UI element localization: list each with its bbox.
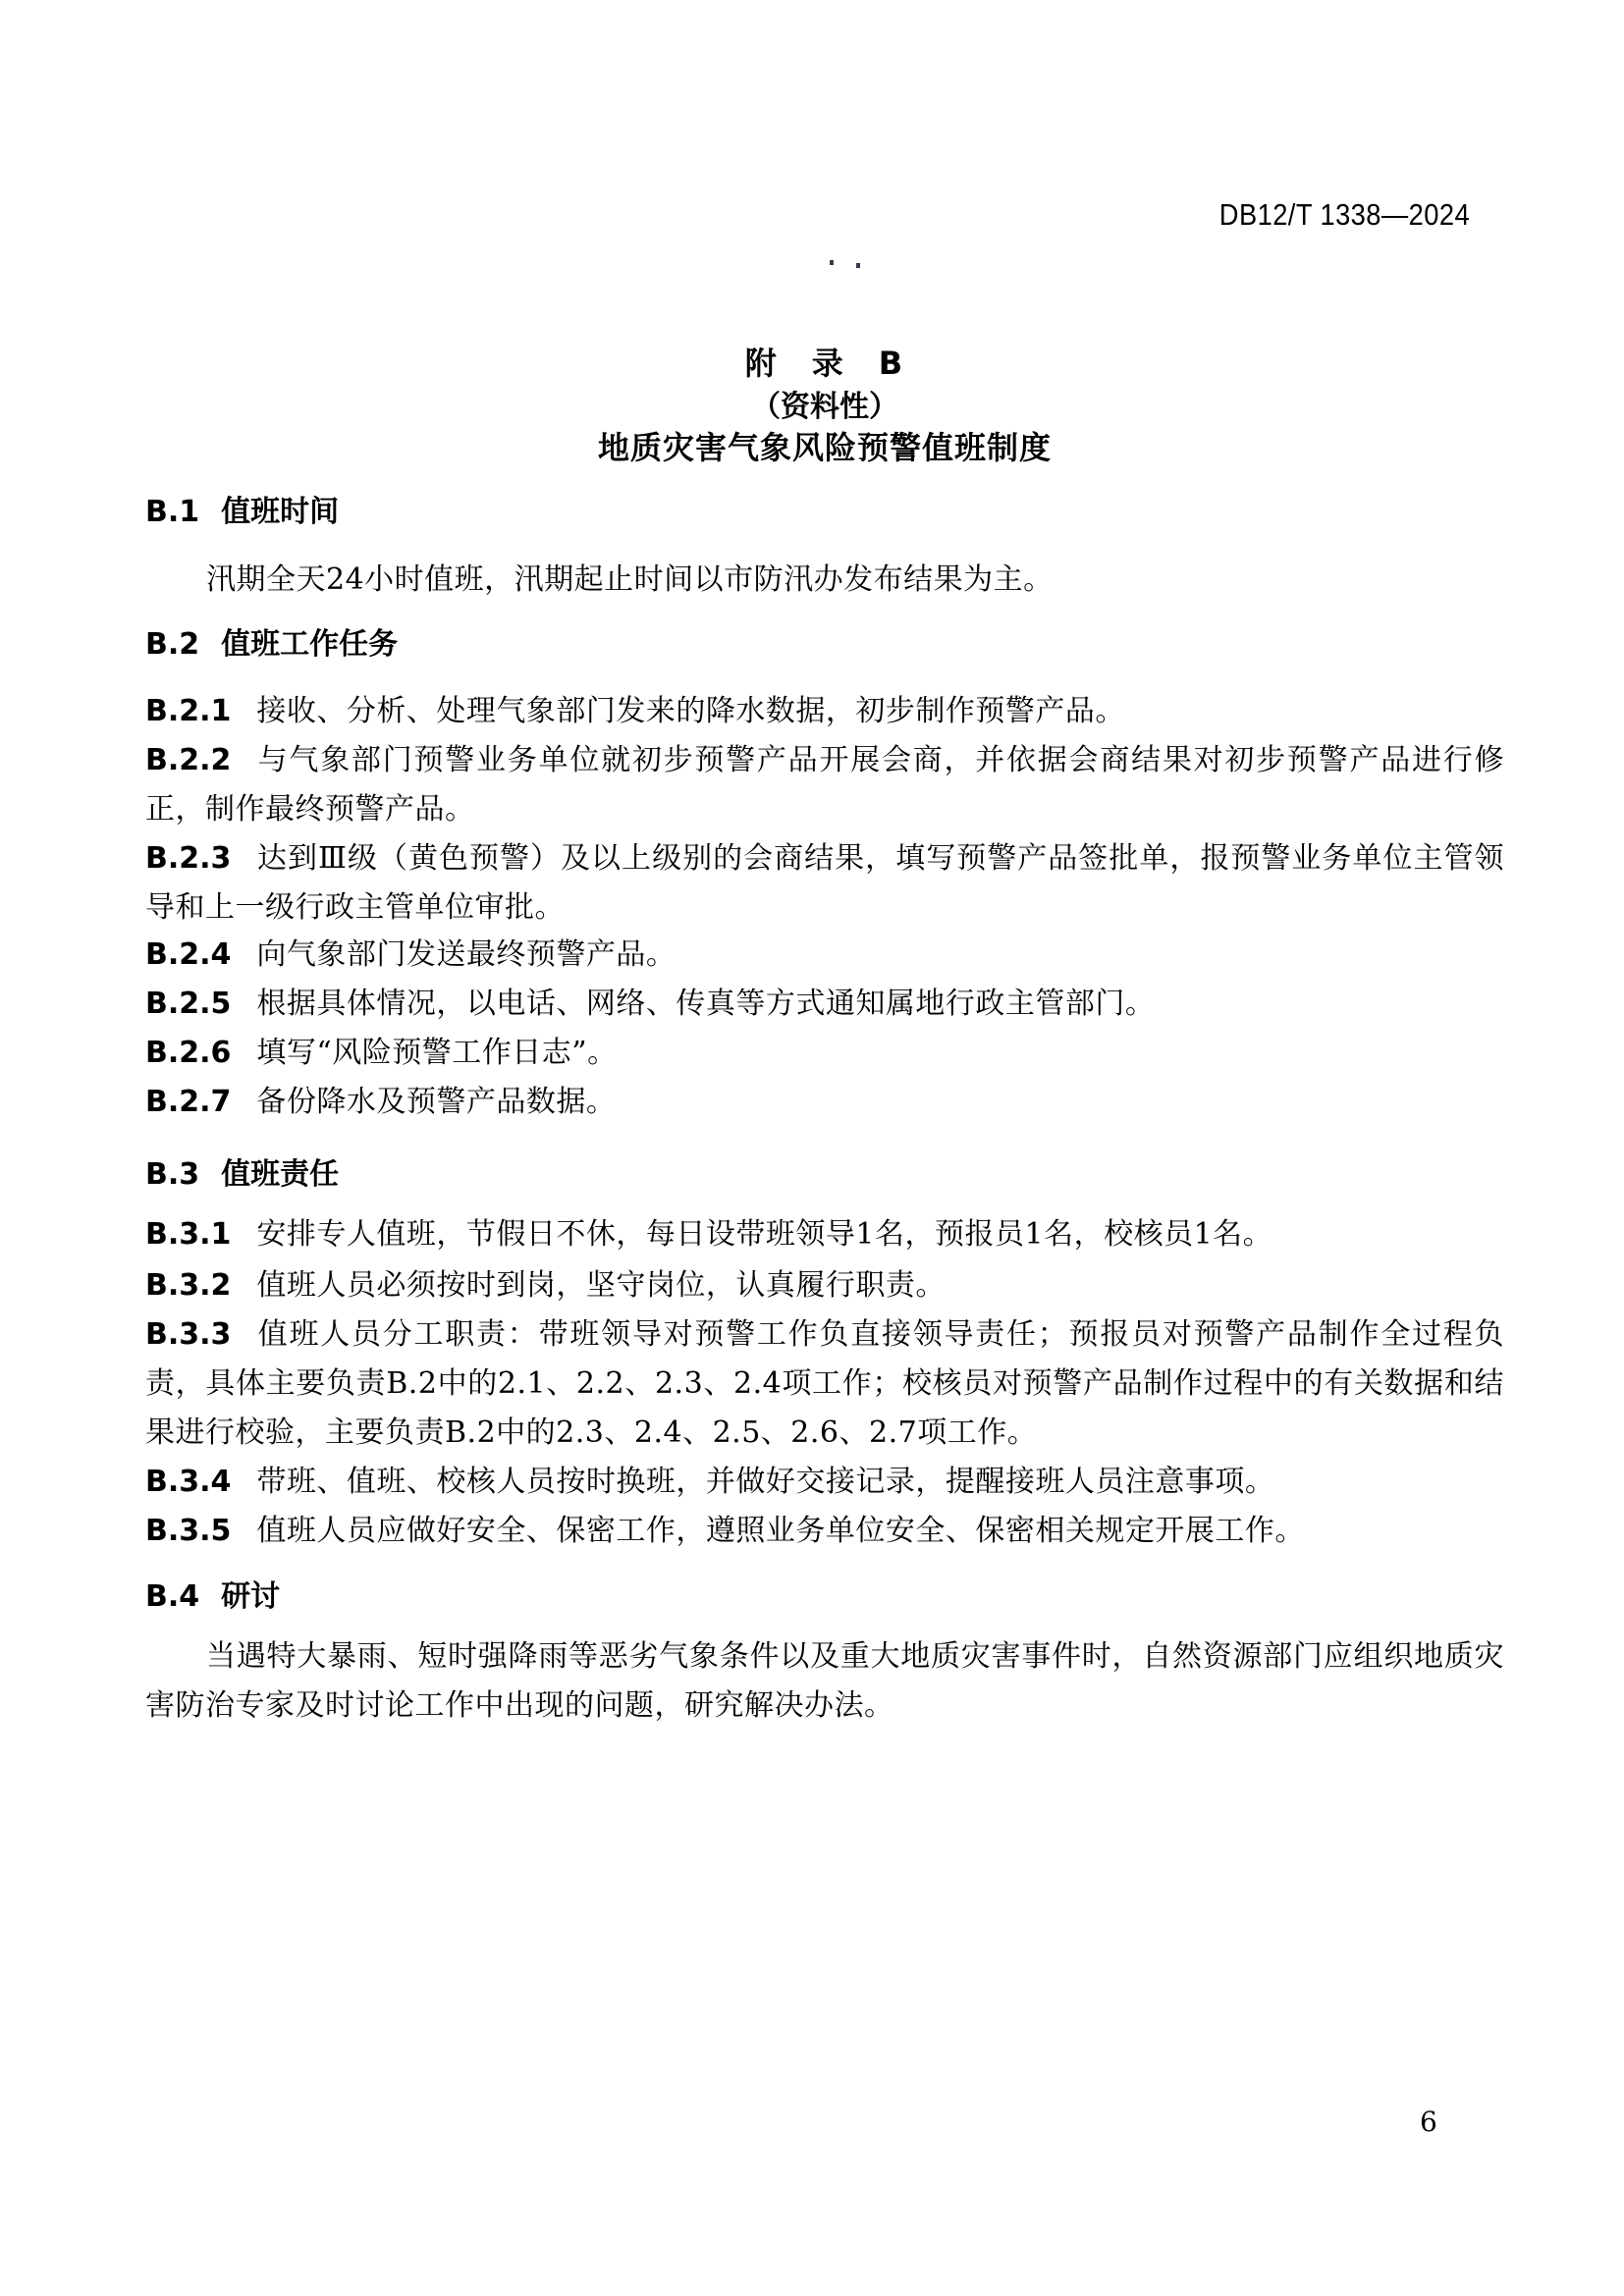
section-number: B.3 <box>145 1157 200 1192</box>
clause-number: B.2.3 <box>145 841 232 876</box>
clause-text: 值班人员应做好安全、保密工作，遵照业务单位安全、保密相关规定开展工作。 <box>256 1514 1305 1548</box>
appendix-title: 附 录 B <box>744 345 905 382</box>
clause-number: B.2.5 <box>145 987 232 1021</box>
clause-b32 <box>145 1261 1504 1310</box>
clause-text: 与气象部门预警业务单位就初步预警产品开展会商，并依据会商结果对初步预警产品进行修正，制作最终预警产品。 <box>145 743 1504 827</box>
clause-number: B.3.4 <box>145 1465 232 1499</box>
clause-text: 向气象部门发送最终预警产品。 <box>256 937 677 972</box>
page-number: 6 <box>1420 2106 1437 2138</box>
clause-number: B.3.2 <box>145 1268 232 1303</box>
clause-text: 根据具体情况，以电话、网络、传真等方式通知属地行政主管部门。 <box>256 987 1156 1021</box>
clause-b25 <box>145 980 1504 1029</box>
clause-b23 <box>145 834 1504 933</box>
appendix-classification: （资料性） <box>751 390 898 424</box>
clause-number: B.2.4 <box>145 937 232 972</box>
clause-text: 值班人员必须按时到岗，坚守岗位，认真履行职责。 <box>256 1268 946 1303</box>
clause-b34 <box>145 1458 1504 1507</box>
doc-number: DB12/T 1338—2024 <box>1218 197 1470 232</box>
clause-text: 填写“风险预警工作日志”。 <box>256 1036 618 1070</box>
section-heading-text: 值班责任 <box>221 1157 340 1192</box>
clause-text: 备份降水及预警产品数据。 <box>256 1085 617 1119</box>
paragraph-b1: 汛期全天24小时值班，汛期起止时间以市防汛办发布结果为主。 <box>206 562 1054 597</box>
section-number: B.4 <box>145 1579 200 1614</box>
section-heading-text: 值班工作任务 <box>221 627 399 662</box>
section-heading-b2 <box>145 627 1504 663</box>
clause-b27 <box>145 1078 1504 1127</box>
clause-text: 达到Ⅲ级（黄色预警）及以上级别的会商结果，填写预警产品签批单，报预警业务单位主管领导和上一级行政主管单位审批。 <box>145 841 1504 925</box>
section-heading-text: 研讨 <box>221 1579 281 1614</box>
clause-text: 值班人员分工职责：带班领导对预警工作负直接领导责任；预报员对预警产品制作全过程负责，具体主要负责B.2中的2.1、2.2、2.3、2.4项工作；校核员对预警产品制作过程中的有关数据和结果进行校验，主要负责B.2中的2.3、2.4、2.5、2.6、2.7项工作。 <box>145 1317 1504 1450</box>
clause-b26 <box>145 1029 1504 1078</box>
section-heading-b4 <box>145 1579 1504 1615</box>
section-heading-text: 值班时间 <box>221 495 340 529</box>
clause-number: B.3.5 <box>145 1514 232 1548</box>
clause-b33 <box>145 1310 1504 1458</box>
clause-b35 <box>145 1507 1504 1556</box>
clause-number: B.2.2 <box>145 743 232 777</box>
clause-number: B.3.1 <box>145 1217 232 1252</box>
clause-number: B.3.3 <box>145 1317 232 1352</box>
scan-artifact-dot <box>856 263 860 268</box>
clause-b21 <box>145 687 1504 736</box>
clause-text: 安排专人值班，节假日不休，每日设带班领导1名，预报员1名，校核员1名。 <box>256 1217 1273 1252</box>
clause-number: B.2.7 <box>145 1085 232 1119</box>
section-heading-b3 <box>145 1157 1504 1193</box>
scan-artifact-dot <box>830 260 834 265</box>
clause-number: B.2.1 <box>145 694 232 728</box>
section-number: B.2 <box>145 627 200 662</box>
clause-b24 <box>145 931 1504 980</box>
section-heading-b1 <box>145 495 1504 530</box>
appendix-subject: 地质灾害气象风险预警值班制度 <box>597 429 1052 466</box>
clause-b31 <box>145 1210 1504 1259</box>
paragraph-b4: 当遇特大暴雨、短时强降雨等恶劣气象条件以及重大地质灾害事件时，自然资源部门应组织地质灾害防治专家及时讨论工作中出现的问题，研究解决办法。 <box>145 1639 1504 1723</box>
clause-text: 接收、分析、处理气象部门发来的降水数据，初步制作预警产品。 <box>256 694 1125 728</box>
clause-b22 <box>145 736 1504 834</box>
clause-text: 带班、值班、校核人员按时换班，并做好交接记录，提醒接班人员注意事项。 <box>256 1465 1275 1499</box>
clause-number: B.2.6 <box>145 1036 232 1070</box>
section-number: B.1 <box>145 495 200 529</box>
